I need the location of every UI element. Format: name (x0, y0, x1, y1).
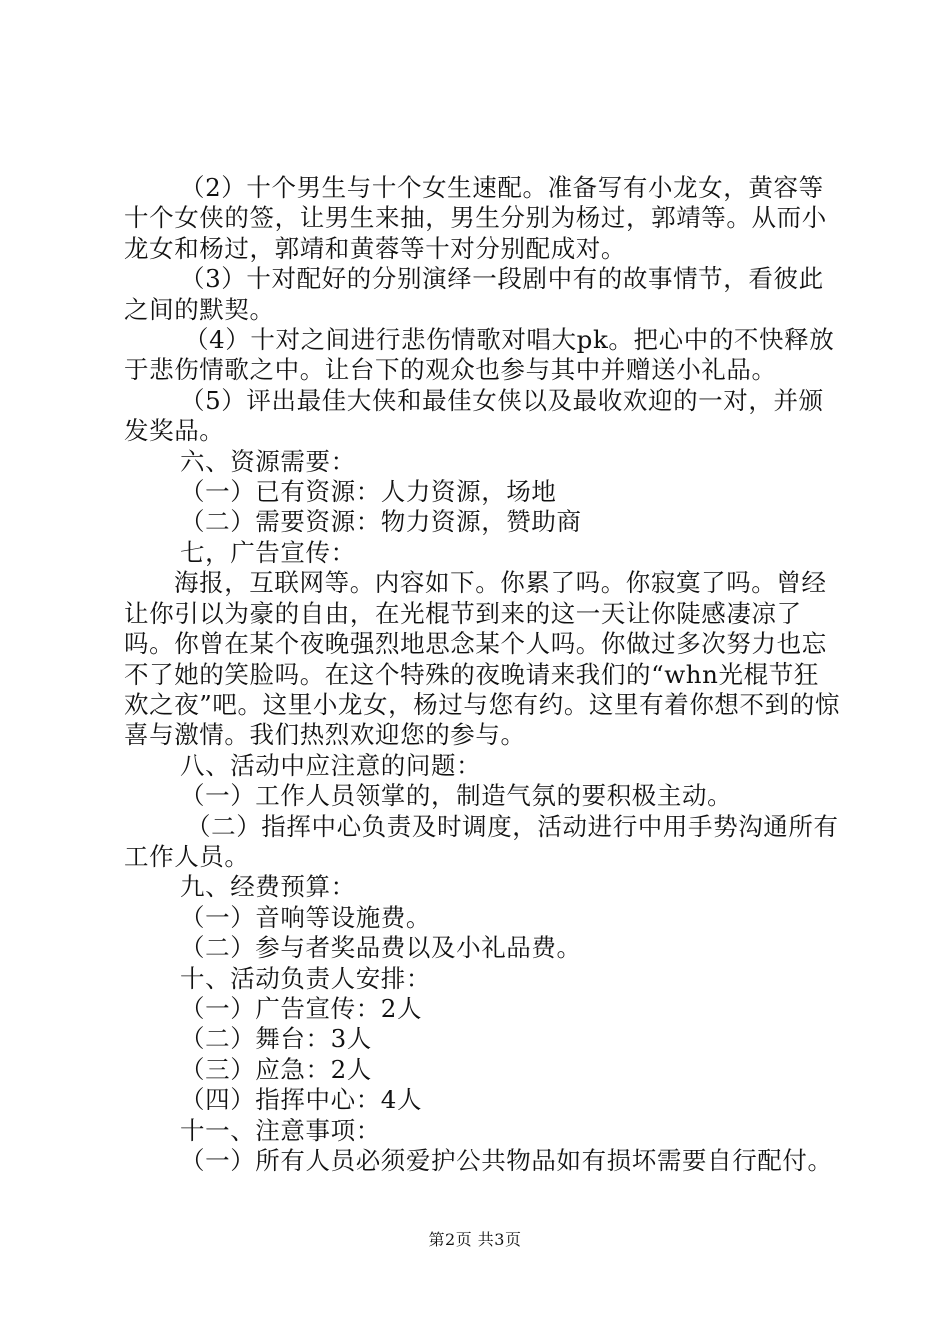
heading-advertising: 七，广告宣传： (180, 537, 356, 567)
item-command-center-note: （二）指挥中心负责及时调度，活动进行中用手势沟通所有工作人员。 (124, 811, 839, 871)
item-prize-fee: （二）参与者奖品费以及小礼品费。 (180, 933, 582, 963)
document-body (124, 173, 844, 1176)
item-needed-resources: （二）需要资源：物力资源，赞助商 (180, 507, 582, 537)
heading-staff-arrangement: 十、活动负责人安排： (180, 963, 431, 993)
item-existing-resources: （一）已有资源：人力资源，场地 (180, 477, 557, 507)
paragraph-story-performance: （3）十对配好的分别演绎一段剧中有的故事情节，看彼此之间的默契。 (124, 264, 824, 324)
heading-resources: 六、资源需要： (180, 446, 356, 476)
paragraph-duet-pk: （4）十对之间进行悲伤情歌对唱大pk。把心中的不快释放于悲伤情歌之中。让台下的观众也参与其中并赠送小礼品。 (124, 325, 835, 385)
paragraph-advert-content: 海报，互联网等。内容如下。你累了吗。你寂寞了吗。曾经让你引以为豪的自由，在光棍节到来的这一天让你陡感凄凉了吗。你曾在某个夜晚强烈地思念某个人吗。你做过多次努力也忘不了她的笑脸吗。在这个特殊的夜晚请来我们的“whn光棍节狂欢之夜”吧。这里小龙女，杨过与您有约。这里有着你想不到的惊喜与激情。我们热烈欢迎您的参与。 (124, 568, 840, 750)
page-number-footer: 第2页 共3页 (428, 1230, 522, 1249)
item-command-center-staff: （四）指挥中心：4人 (180, 1085, 423, 1115)
paragraph-speed-matching: （2）十个男生与十个女生速配。准备写有小龙女，黄容等十个女侠的签，让男生来抽，男生分别为杨过，郭靖等。从而小龙女和杨过，郭靖和黄蓉等十对分别配成对。 (124, 173, 827, 263)
paragraph-awards: （5）评出最佳大侠和最佳女侠以及最收欢迎的一对，并颁发奖品。 (124, 385, 824, 446)
item-sound-equipment-fee: （一）音响等设施费。 (180, 902, 431, 932)
item-advertising-staff: （一）广告宣传：2人 (180, 993, 423, 1023)
item-staff-note: （一）工作人员领掌的，制造气氛的要积极主动。 (180, 781, 733, 811)
item-emergency-staff: （三）应急：2人 (180, 1054, 372, 1084)
heading-activity-notes: 八、活动中应注意的问题： (180, 750, 482, 780)
item-stage-staff: （二）舞台：3人 (180, 1024, 372, 1054)
heading-budget: 九、经费预算： (180, 872, 356, 902)
heading-precautions: 十一、注意事项： (180, 1115, 381, 1145)
item-public-property: （一）所有人员必须爱护公共物品如有损坏需要自行配付。 (180, 1146, 833, 1175)
